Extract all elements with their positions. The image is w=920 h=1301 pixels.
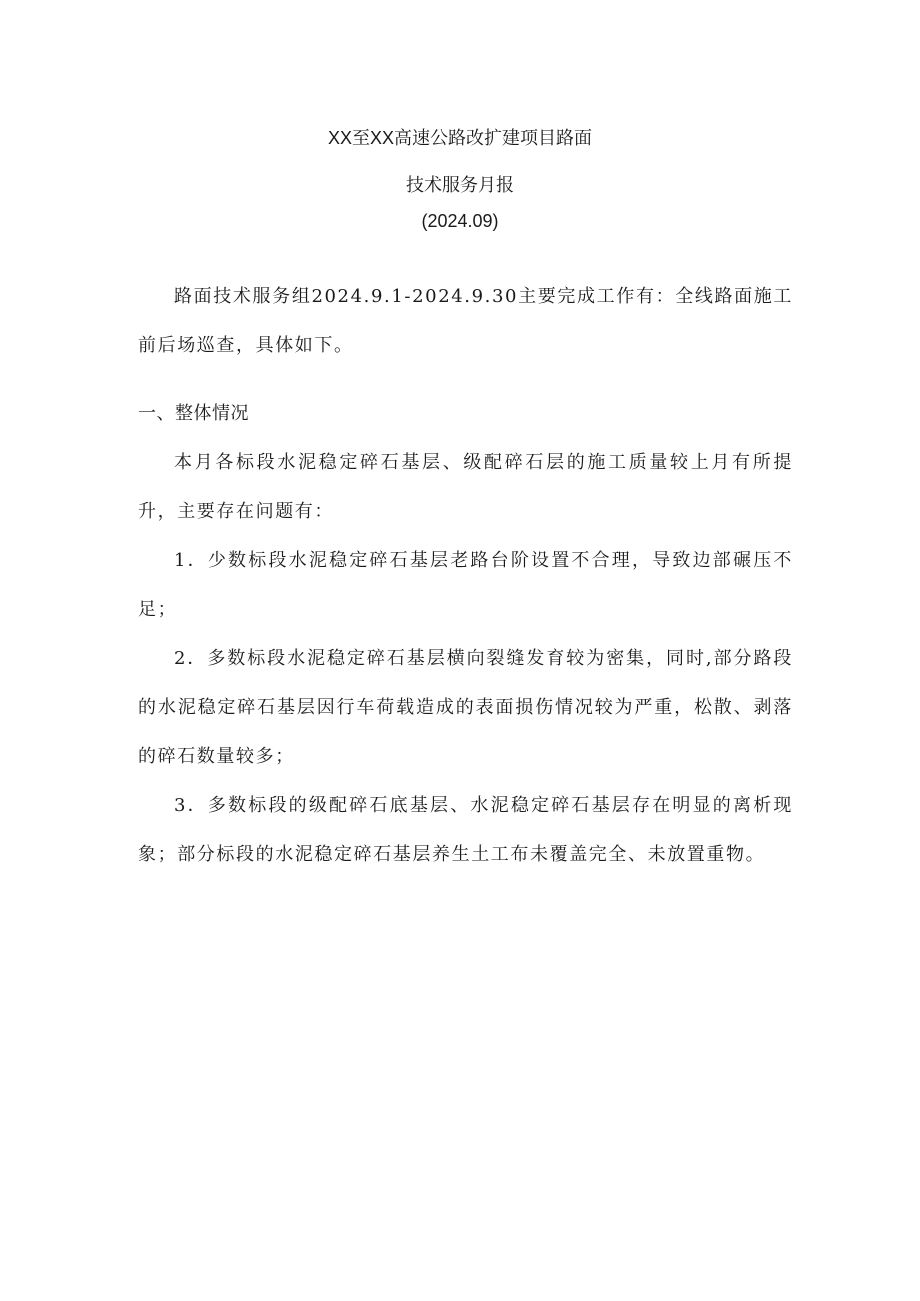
intro-paragraph: 路面技术服务组2024.9.1-2024.9.30主要完成工作有：全线路面施工前后场巡查，具体如下。 xyxy=(138,286,793,356)
report-title-line1: XX至XX高速公路改扩建项目路面 xyxy=(327,128,593,148)
issue-item-3: 3．多数标段的级配碎石底基层、水泥稳定碎石基层存在明显的离析现象；部分标段的水泥稳定碎石基层养生土工布未覆盖完全、未放置重物。 xyxy=(138,795,793,865)
report-body xyxy=(138,272,793,879)
issue-item-1: 1．少数标段水泥稳定碎石基层老路台阶设置不合理，导致边部碾压不足； xyxy=(138,550,793,620)
section-intro-paragraph: 本月各标段水泥稳定碎石基层、级配碎石层的施工质量较上月有所提升，主要存在问题有： xyxy=(138,452,793,522)
report-title-line2: 技术服务月报 xyxy=(406,175,514,195)
issue-item-2: 2．多数标段水泥稳定碎石基层横向裂缝发育较为密集，同时,部分路段的水泥稳定碎石基层因行车荷载造成的表面损伤情况较为严重，松散、剥落的碎石数量较多； xyxy=(138,648,793,767)
report-date: (2024.09) xyxy=(421,211,499,231)
section-heading-overall: 一、整体情况 xyxy=(138,403,249,424)
